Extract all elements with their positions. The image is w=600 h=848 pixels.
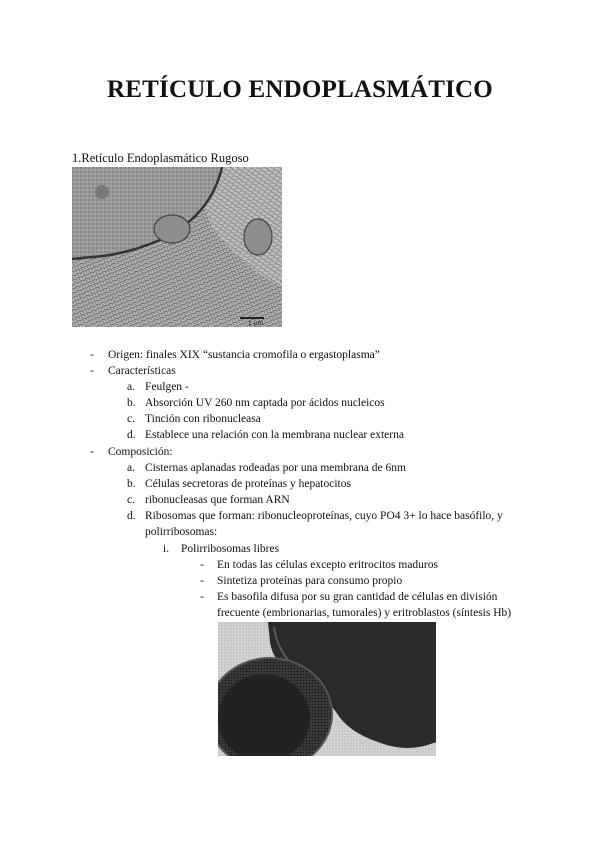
marker-i: i. (163, 543, 170, 555)
marker-c: c. (127, 413, 135, 425)
bullet-dash: - (200, 591, 204, 603)
list-item-origen: Origen: finales XIX “sustancia cromofila o ergastoplasma” (108, 349, 380, 361)
marker-b: b. (127, 478, 136, 490)
list-detail-continuation: frecuente (embrionarias, tumorales) y eritroblastos (síntesis Hb) (217, 607, 512, 619)
marker-d: d. (127, 510, 136, 522)
list-subsubitem: Polirribosomas libres (181, 543, 280, 555)
bullet-dash: - (90, 349, 94, 361)
list-subitem: Establece una relación con la membrana nuclear externa (145, 429, 404, 441)
list-subitem: Células secretoras de proteínas y hepatocitos (145, 478, 351, 490)
list-subitem: Ribosomas que forman: ribonucleoproteínas, cuyo PO4 3+ lo hace basófilo, y (145, 510, 503, 522)
marker-c: c. (127, 494, 135, 506)
rer-micrograph-image (72, 167, 282, 327)
list-subitem: ribonucleasas que forman ARN (145, 494, 290, 506)
marker-a: a. (127, 462, 135, 474)
bullet-dash: - (90, 365, 94, 377)
section-heading: 1.Retículo Endoplasmático Rugoso (72, 151, 249, 165)
marker-b: b. (127, 397, 136, 409)
bullet-dash: - (90, 446, 94, 458)
list-subitem: Absorción UV 260 nm captada por ácidos nucleicos (145, 397, 385, 409)
bullet-dash: - (200, 559, 204, 571)
bullet-dash: - (200, 575, 204, 587)
list-item-composicion: Composición: (108, 446, 173, 458)
marker-a: a. (127, 381, 135, 393)
list-detail: En todas las células excepto eritrocitos maduros (217, 559, 438, 571)
list-subitem: Cisternas aplanadas rodeadas por una membrana de 6nm (145, 462, 406, 474)
list-detail: Es basofila difusa por su gran cantidad de células en división (217, 591, 498, 603)
list-detail: Sintetiza proteínas para consumo propio (217, 575, 403, 587)
page-title: RETÍCULO ENDOPLASMÁTICO (107, 76, 493, 103)
scale-bar-label: 1 µm (248, 320, 264, 327)
marker-d: d. (127, 429, 136, 441)
list-item-caracteristicas: Características (108, 365, 176, 377)
list-subitem: Feulgen - (145, 381, 189, 393)
polyribosome-micrograph-image (218, 622, 436, 756)
list-subitem-continuation: polirribosomas: (145, 526, 218, 538)
list-subitem: Tinción con ribonucleasa (145, 413, 261, 425)
